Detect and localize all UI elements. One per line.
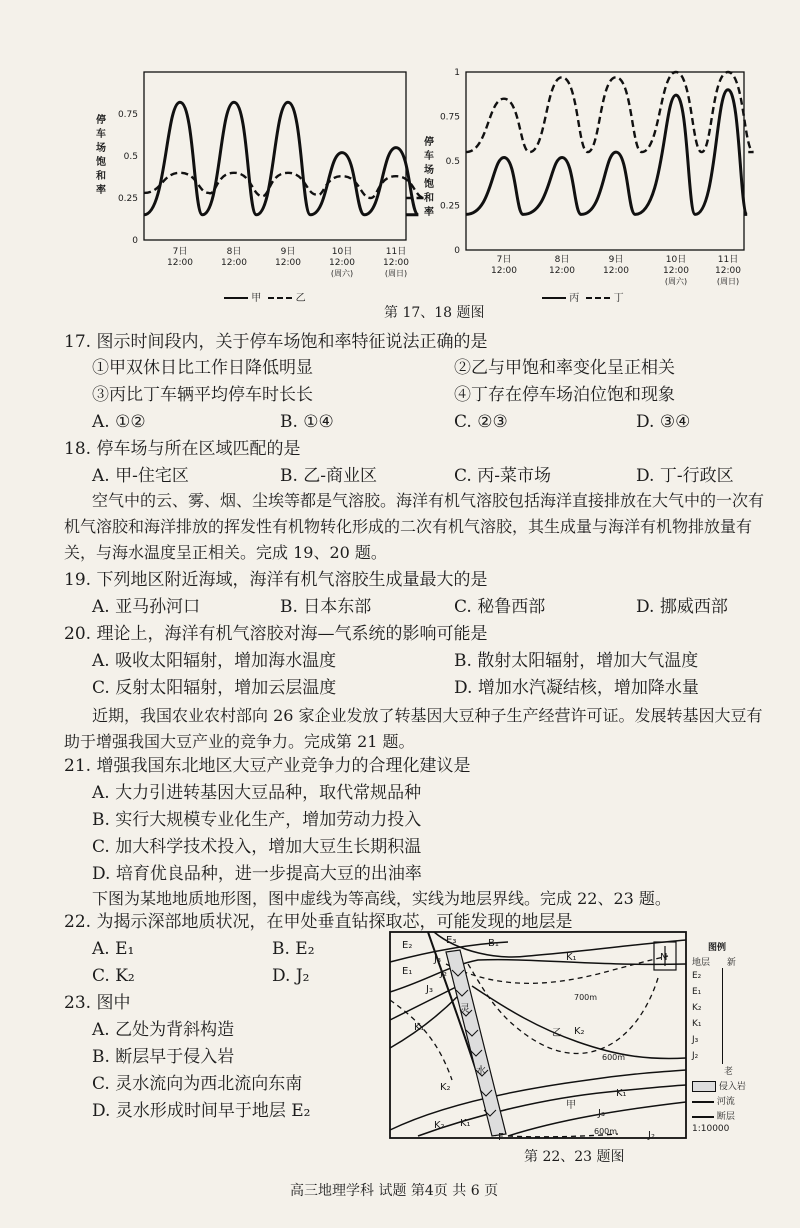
legend-ding: 丁 (613, 293, 624, 304)
left-chart-legend (224, 289, 306, 304)
legend-title: 图例 (708, 943, 727, 953)
q22-option-b[interactable]: B. E₂ (272, 939, 315, 959)
map-label-E2: E₂ (402, 940, 413, 951)
q19-option-a[interactable]: A. 亚马孙河口 (92, 597, 201, 617)
series-jia-line (144, 102, 418, 215)
q17-option-d[interactable]: D. ③④ (636, 412, 691, 432)
q17-option-c[interactable]: C. ②③ (454, 412, 508, 432)
x-tick-date: 10日 (331, 247, 353, 257)
q18-option-d[interactable]: D. 丁-行政区 (636, 466, 734, 486)
q22-stem: 22. 为揭示深部地质状况，在甲处垂直钻探取芯，可能发现的地层是 (64, 912, 573, 932)
q21-stem: 21. 增强我国东北地区大豆产业竞争力的合理化建议是 (64, 756, 471, 776)
x-tick-time: 12:00 (383, 258, 409, 268)
x-tick-note: (周日) (716, 277, 740, 286)
q23-option-b[interactable]: B. 断层早于侵入岩 (92, 1047, 235, 1067)
q19-stem: 19. 下列地区附近海域，海洋有机气溶胶生成量最大的是 (64, 570, 488, 590)
legend-jia: 甲 (251, 293, 262, 304)
chart-caption: 第 17、18 题图 (384, 305, 485, 321)
map-label-K2a: K₂ (440, 1082, 451, 1093)
map-label-J3c: J₃ (598, 1108, 605, 1119)
legend-bing: 丙 (569, 293, 580, 304)
q20-stem: 20. 理论上，海洋有机气溶胶对海—气系统的影响可能是 (64, 624, 488, 644)
x-tick-note: (周六) (330, 269, 354, 278)
legend-fault: 断层 (716, 1112, 735, 1122)
map-label-K1a: K₁ (566, 952, 577, 963)
q19-option-d[interactable]: D. 挪威西部 (636, 597, 728, 617)
y-tick-label: 0 (454, 246, 460, 256)
q23-option-a[interactable]: A. 乙处为背斜构造 (92, 1020, 235, 1040)
q20-option-d[interactable]: D. 增加水汽凝结核，增加降水量 (454, 678, 699, 698)
q19-option-b[interactable]: B. 日本东部 (280, 597, 372, 617)
x-tick-note: (周六) (664, 277, 688, 286)
q17-option-a[interactable]: A. ①② (92, 412, 146, 432)
map-label-F: F (498, 1132, 504, 1143)
map-caption: 第 22、23 题图 (524, 1149, 625, 1165)
q17-statement-2: ②乙与甲饱和率变化呈正相关 (454, 358, 675, 378)
series-bing-line (466, 90, 747, 215)
map-label-K2c: K₂ (434, 1120, 445, 1131)
q18-option-a[interactable]: A. 甲-住宅区 (92, 466, 189, 486)
q18-option-c[interactable]: C. 丙-菜市场 (454, 466, 551, 486)
x-tick-date: 10日 (665, 255, 687, 265)
x-tick-date: 11日 (717, 255, 739, 265)
map-label-K2b: K₂ (574, 1026, 585, 1037)
map-label-B1: B₁ (488, 938, 499, 949)
legend-stratum: K₁ (692, 1019, 702, 1029)
passage-soybean: 近期，我国农业农村部向 26 家企业发放了转基因大豆种子生产经营许可证。发展转基因大豆有助于增强我国大豆产业的竞争力。完成第 21 题。 (64, 706, 763, 751)
legend-intrusive: 侵入岩 (718, 1082, 746, 1092)
map-label-E1: E₁ (402, 966, 413, 977)
y-tick-label: 0.5 (123, 152, 138, 162)
x-tick-time: 12:00 (603, 266, 629, 276)
map-label-c600b: 600m (594, 1127, 618, 1136)
q22-option-d[interactable]: D. J₂ (272, 966, 310, 986)
legend-stratum: J₂ (692, 1051, 699, 1061)
q18-stem: 18. 停车场与所在区域匹配的是 (64, 439, 301, 459)
map-label-J2a: J₂ (440, 968, 447, 979)
x-tick-date: 8日 (226, 247, 242, 257)
q23-option-d[interactable]: D. 灵水形成时间早于地层 E₂ (92, 1101, 311, 1121)
map-label-E3: E₃ (446, 935, 457, 946)
right-chart (432, 60, 752, 300)
map-label-J3b: J₃ (426, 984, 433, 995)
x-tick-time: 12:00 (329, 258, 355, 268)
q22-option-a[interactable]: A. E₁ (92, 939, 135, 959)
y-tick-label: 0.75 (439, 112, 460, 123)
x-tick-time: 12:00 (167, 258, 193, 268)
x-tick-time: 12:00 (715, 266, 741, 276)
q17-stem: 17. 图示时间段内，关于停车场饱和率特征说法正确的是 (64, 332, 488, 352)
legend-scale: 1:10000 (692, 1124, 730, 1134)
map-label-c600a: 600m (602, 1053, 626, 1062)
q18-option-b[interactable]: B. 乙-商业区 (280, 466, 378, 486)
left-chart-ylabel: 停车场饱和率 (96, 115, 106, 196)
map-label-ling: 灵 (460, 1004, 470, 1015)
legend-stratum: K₂ (692, 1003, 702, 1013)
right-chart-ylabel: 停车场饱和率 (424, 137, 434, 218)
x-tick-note: (周日) (384, 269, 408, 278)
legend-stratum: J₃ (692, 1035, 699, 1045)
map-label-J2b: J₂ (648, 1130, 655, 1141)
x-tick-date: 11日 (385, 247, 407, 257)
map-label-shui: 水 (476, 1066, 486, 1077)
map-label-K1b: K₁ (414, 1022, 425, 1033)
q21-option-d[interactable]: D. 培育优良品种，进一步提高大豆的出油率 (92, 864, 422, 884)
y-tick-label: 0.25 (117, 194, 138, 204)
q21-option-c[interactable]: C. 加大科学技术投入，增加大豆生长期积温 (92, 837, 422, 857)
q17-statement-1: ①甲双休日比工作日降低明显 (92, 358, 313, 378)
legend-new: 新 (726, 958, 736, 968)
y-tick-label: 1 (454, 68, 460, 78)
q20-option-c[interactable]: C. 反射太阳辐射，增加云层温度 (92, 678, 337, 698)
map-label-K1c: K₁ (616, 1088, 627, 1099)
left-chart (110, 60, 410, 300)
map-label-yi: 乙 (552, 1028, 562, 1039)
map-legend (692, 940, 752, 1134)
passage-aerosol: 空气中的云、雾、烟、尘埃等都是气溶胶。海洋有机气溶胶包括海洋直接排放在大气中的一次有机气溶胶和海洋排放的挥发性有机物转化形成的二次有机气溶胶，其生成量与海洋有机物排放量有关，与海水温度呈正相关。完成 19、20 题。 (64, 491, 765, 562)
q21-option-a[interactable]: A. 大力引进转基因大豆品种，取代常规品种 (92, 783, 422, 803)
x-tick-time: 12:00 (549, 266, 575, 276)
x-tick-time: 12:00 (275, 258, 301, 268)
x-tick-date: 9日 (608, 255, 624, 265)
q23-stem: 23. 图中 (64, 993, 131, 1013)
x-tick-date: 8日 (554, 255, 570, 265)
y-tick-label: 0.5 (445, 157, 460, 167)
x-tick-date: 9日 (280, 247, 296, 257)
q17-statement-4: ④丁存在停车场泊位饱和现象 (454, 385, 675, 405)
map-label-north: N (660, 952, 668, 963)
series-ding-line (466, 72, 754, 152)
q20-option-b[interactable]: B. 散射太阳辐射，增加大气温度 (454, 651, 699, 671)
passage-geology: 下图为某地地质地形图，图中虚线为等高线，实线为地层界线。完成 22、23 题。 (92, 889, 671, 908)
q20-option-a[interactable]: A. 吸收太阳辐射，增加海水温度 (92, 651, 337, 671)
legend-stratum: E₁ (692, 987, 702, 997)
q22-option-c[interactable]: C. K₂ (92, 966, 135, 986)
x-tick-time: 12:00 (491, 266, 517, 276)
intrusive-dike (446, 950, 506, 1136)
geologic-map (388, 930, 688, 1142)
page-footer: 高三地理学科 试题 第4页 共 6 页 (290, 1183, 499, 1199)
legend-river: 河流 (716, 1097, 735, 1107)
x-tick-time: 12:00 (221, 258, 247, 268)
q17-option-b[interactable]: B. ①④ (280, 412, 334, 432)
x-tick-time: 12:00 (663, 266, 689, 276)
map-label-c700: 700m (574, 993, 598, 1002)
q23-option-c[interactable]: C. 灵水流向为西北流向东南 (92, 1074, 303, 1094)
map-label-K1d: K₁ (460, 1118, 471, 1129)
legend-stratum: E₂ (692, 971, 702, 981)
y-tick-label: 0.75 (117, 110, 138, 120)
legend-yi: 乙 (295, 293, 306, 304)
x-tick-date: 7日 (496, 255, 512, 265)
map-label-J3a: J₃ (434, 954, 441, 965)
y-tick-label: 0 (132, 236, 138, 246)
legend-old: 老 (724, 1067, 734, 1077)
q21-option-b[interactable]: B. 实行大规模专业化生产，增加劳动力投入 (92, 810, 422, 830)
q19-option-c[interactable]: C. 秘鲁西部 (454, 597, 546, 617)
q17-statement-3: ③丙比丁车辆平均停车时长长 (92, 385, 313, 405)
x-tick-date: 7日 (172, 247, 188, 257)
map-label-jia: 甲 (566, 1100, 576, 1111)
right-chart-legend (542, 289, 624, 304)
legend-strata-head: 地层 (692, 958, 711, 968)
y-tick-label: 0.25 (439, 201, 460, 212)
